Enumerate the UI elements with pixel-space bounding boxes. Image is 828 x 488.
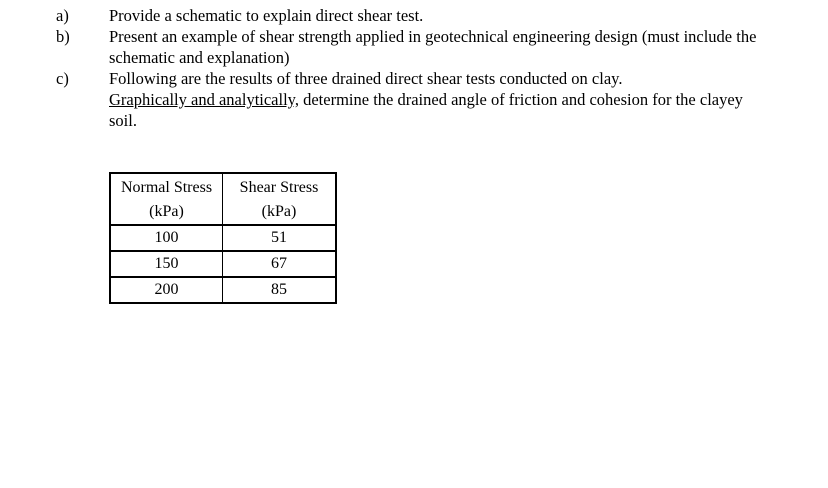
header-normal-stress-unit: (kPa) bbox=[110, 200, 223, 225]
question-c-underlined: Graphically and analytically, bbox=[109, 90, 299, 109]
question-c-label: c) bbox=[56, 69, 69, 88]
question-a-label: a) bbox=[56, 6, 69, 25]
normal-stress-cell: 100 bbox=[110, 225, 223, 251]
shear-stress-cell: 51 bbox=[223, 225, 337, 251]
header-normal-stress: Normal Stress bbox=[110, 173, 223, 200]
table-row bbox=[110, 251, 336, 277]
shear-stress-cell: 85 bbox=[223, 277, 337, 303]
header-shear-stress-unit: (kPa) bbox=[223, 200, 337, 225]
normal-stress-cell: 150 bbox=[110, 251, 223, 277]
question-b-label: b) bbox=[56, 27, 70, 46]
table-header-row-1 bbox=[110, 173, 336, 200]
table-header-row-2 bbox=[110, 200, 336, 225]
shear-stress-cell: 67 bbox=[223, 251, 337, 277]
question-c-text bbox=[109, 68, 769, 131]
question-c-line1: Following are the results of three drained direct shear tests conducted on clay. bbox=[109, 69, 623, 88]
normal-stress-cell: 200 bbox=[110, 277, 223, 303]
table-row bbox=[110, 277, 336, 303]
question-c-body bbox=[109, 89, 769, 131]
question-c-rest: determine the drained angle of friction and cohesion for the clayey soil. bbox=[109, 90, 743, 130]
question-a-text: Provide a schematic to explain direct shear test. bbox=[109, 6, 424, 25]
table-row bbox=[110, 225, 336, 251]
shear-test-table bbox=[109, 172, 337, 304]
question-b-text: Present an example of shear strength applied in geotechnical engineering design (must include the schematic and explanation) bbox=[109, 27, 757, 67]
header-shear-stress: Shear Stress bbox=[223, 173, 337, 200]
